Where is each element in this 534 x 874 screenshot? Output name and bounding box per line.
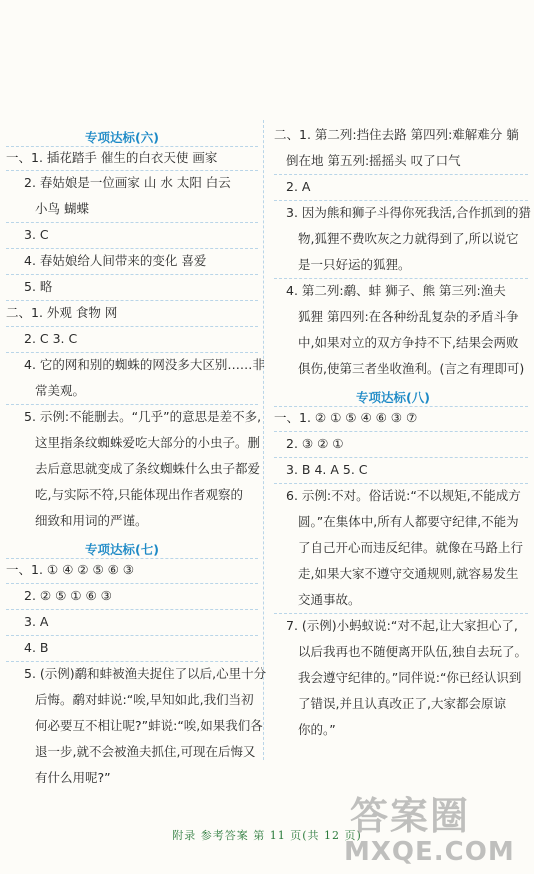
section-header-7: 专项达标(七) <box>85 542 159 557</box>
separator <box>6 583 258 584</box>
answer-line: 退一步,就不会被渔夫抓住,可现在后悔又 <box>35 744 256 759</box>
watermark-logo <box>330 785 530 870</box>
answer-line: 一、1. ② ① ⑤ ④ ⑥ ③ ⑦ <box>274 410 418 425</box>
answer-line: 2. 春姑娘是一位画家 山 水 太阳 白云 <box>24 175 231 190</box>
page-footer: 附录 参考答案 第 11 页(共 12 页) <box>172 829 362 842</box>
answer-line: 这里指条纹蜘蛛爱吃大部分的小虫子。删 <box>35 435 261 450</box>
answer-line: 一、1. ① ④ ② ⑤ ⑥ ③ <box>6 562 135 577</box>
separator <box>6 635 258 636</box>
answer-line: 3. A <box>24 614 49 629</box>
separator <box>274 613 528 614</box>
column-divider <box>263 120 264 760</box>
answer-line: 4. 第二列:鹬、蚌 狮子、熊 第三列:渔夫 <box>286 283 506 298</box>
watermark-url: MXQE.COM <box>344 837 515 867</box>
answer-line: 3. C <box>24 227 49 242</box>
answer-line: 4. 春姑娘给人间带来的变化 喜爱 <box>24 253 207 268</box>
answer-line: 圆。”在集体中,所有人都要守纪律,不能为 <box>298 514 519 529</box>
answer-line: 3. 因为熊和狮子斗得你死我活,合作抓到的猎 <box>286 205 531 220</box>
answer-line: 4. B <box>24 640 49 655</box>
answer-line: 2. ② ⑤ ① ⑥ ③ <box>24 588 112 603</box>
separator <box>6 326 258 327</box>
answer-line: 交通事故。 <box>298 592 361 607</box>
section-header-8: 专项达标(八) <box>356 390 430 405</box>
answer-line: 我会遵守纪律的。”同伴说:“你已经认识到 <box>298 670 522 685</box>
answer-line: 3. B 4. A 5. C <box>286 462 368 477</box>
answer-line: 二、1. 外观 食物 网 <box>6 305 118 320</box>
answer-line: 4. 它的网和别的蜘蛛的网没多大区别……非 <box>24 357 265 372</box>
separator <box>6 352 258 353</box>
separator <box>6 300 258 301</box>
separator <box>274 431 528 432</box>
answer-line: 倒在地 第五列:摇摇头 叹了口气 <box>286 153 461 168</box>
answer-line: 后悔。鹬对蚌说:“唉,早知如此,我们当初 <box>35 692 254 707</box>
answer-line: 5. 示例:不能删去。“几乎”的意思是差不多, <box>24 409 262 424</box>
answer-line: 了自己开心而违反纪律。就像在马路上行 <box>298 540 524 555</box>
answer-line: 走,如果大家不遵守交通规则,就容易发生 <box>298 566 519 581</box>
separator <box>274 483 528 484</box>
separator <box>6 404 258 405</box>
answer-line: 何必要互不相让呢?”蚌说:“唉,如果我们各 <box>35 718 263 733</box>
answer-line: 中,如果对立的双方争持不下,结果会两败 <box>298 335 519 350</box>
answer-line: 物,狐狸不费吹灰之力就得到了,所以说它 <box>298 231 519 246</box>
watermark-title: 答案圈 <box>350 794 471 838</box>
answer-line: 有什么用呢?” <box>35 770 111 785</box>
separator <box>274 200 528 201</box>
answer-line: 吃,与实际不符,只能体现出作者观察的 <box>35 487 243 502</box>
answer-line: 了错误,并且认真改正了,大家都会原谅 <box>298 696 506 711</box>
separator <box>274 174 528 175</box>
answer-line: 细致和用词的严谨。 <box>35 513 148 528</box>
separator <box>6 558 258 559</box>
answer-line: 2. A <box>286 179 311 194</box>
answer-line: 一、1. 插花踏手 催生的白衣天使 画家 <box>6 150 218 165</box>
separator <box>6 222 258 223</box>
answer-line: 常美观。 <box>35 383 86 398</box>
separator <box>274 278 528 279</box>
answer-line: 2. ③ ② ① <box>286 436 344 451</box>
answer-line: 狐狸 第四列:在各种纷乱复杂的矛盾斗争 <box>298 309 519 324</box>
answer-line: 6. 示例:不对。俗话说:“不以规矩,不能成方 <box>286 488 521 503</box>
separator <box>6 661 258 662</box>
answer-line: 二、1. 第二列:挡住去路 第四列:难解难分 躺 <box>274 127 519 142</box>
separator <box>6 170 258 171</box>
answer-line: 俱伤,使第三者坐收渔利。(言之有理即可) <box>298 361 525 376</box>
answer-line: 小鸟 蝴蝶 <box>35 201 89 216</box>
separator <box>274 406 528 407</box>
answer-line: 你的。” <box>298 722 336 737</box>
answer-line: 2. C 3. C <box>24 331 78 346</box>
answer-line: 7. (示例)小蚂蚁说:“对不起,让大家担心了, <box>286 618 518 633</box>
separator <box>274 457 528 458</box>
answer-line: 去后意思就变成了条纹蜘蛛什么虫子都爱 <box>35 461 261 476</box>
answer-line: 5. 略 <box>24 279 53 294</box>
separator <box>6 146 258 147</box>
section-header-6: 专项达标(六) <box>85 130 159 145</box>
separator <box>6 609 258 610</box>
separator <box>6 274 258 275</box>
answer-line: 是一只好运的狐狸。 <box>298 257 411 272</box>
answer-line: 以后我再也不随便离开队伍,独自去玩了。 <box>298 644 527 659</box>
separator <box>6 248 258 249</box>
answer-line: 5. (示例)鹬和蚌被渔夫捉住了以后,心里十分 <box>24 666 267 681</box>
